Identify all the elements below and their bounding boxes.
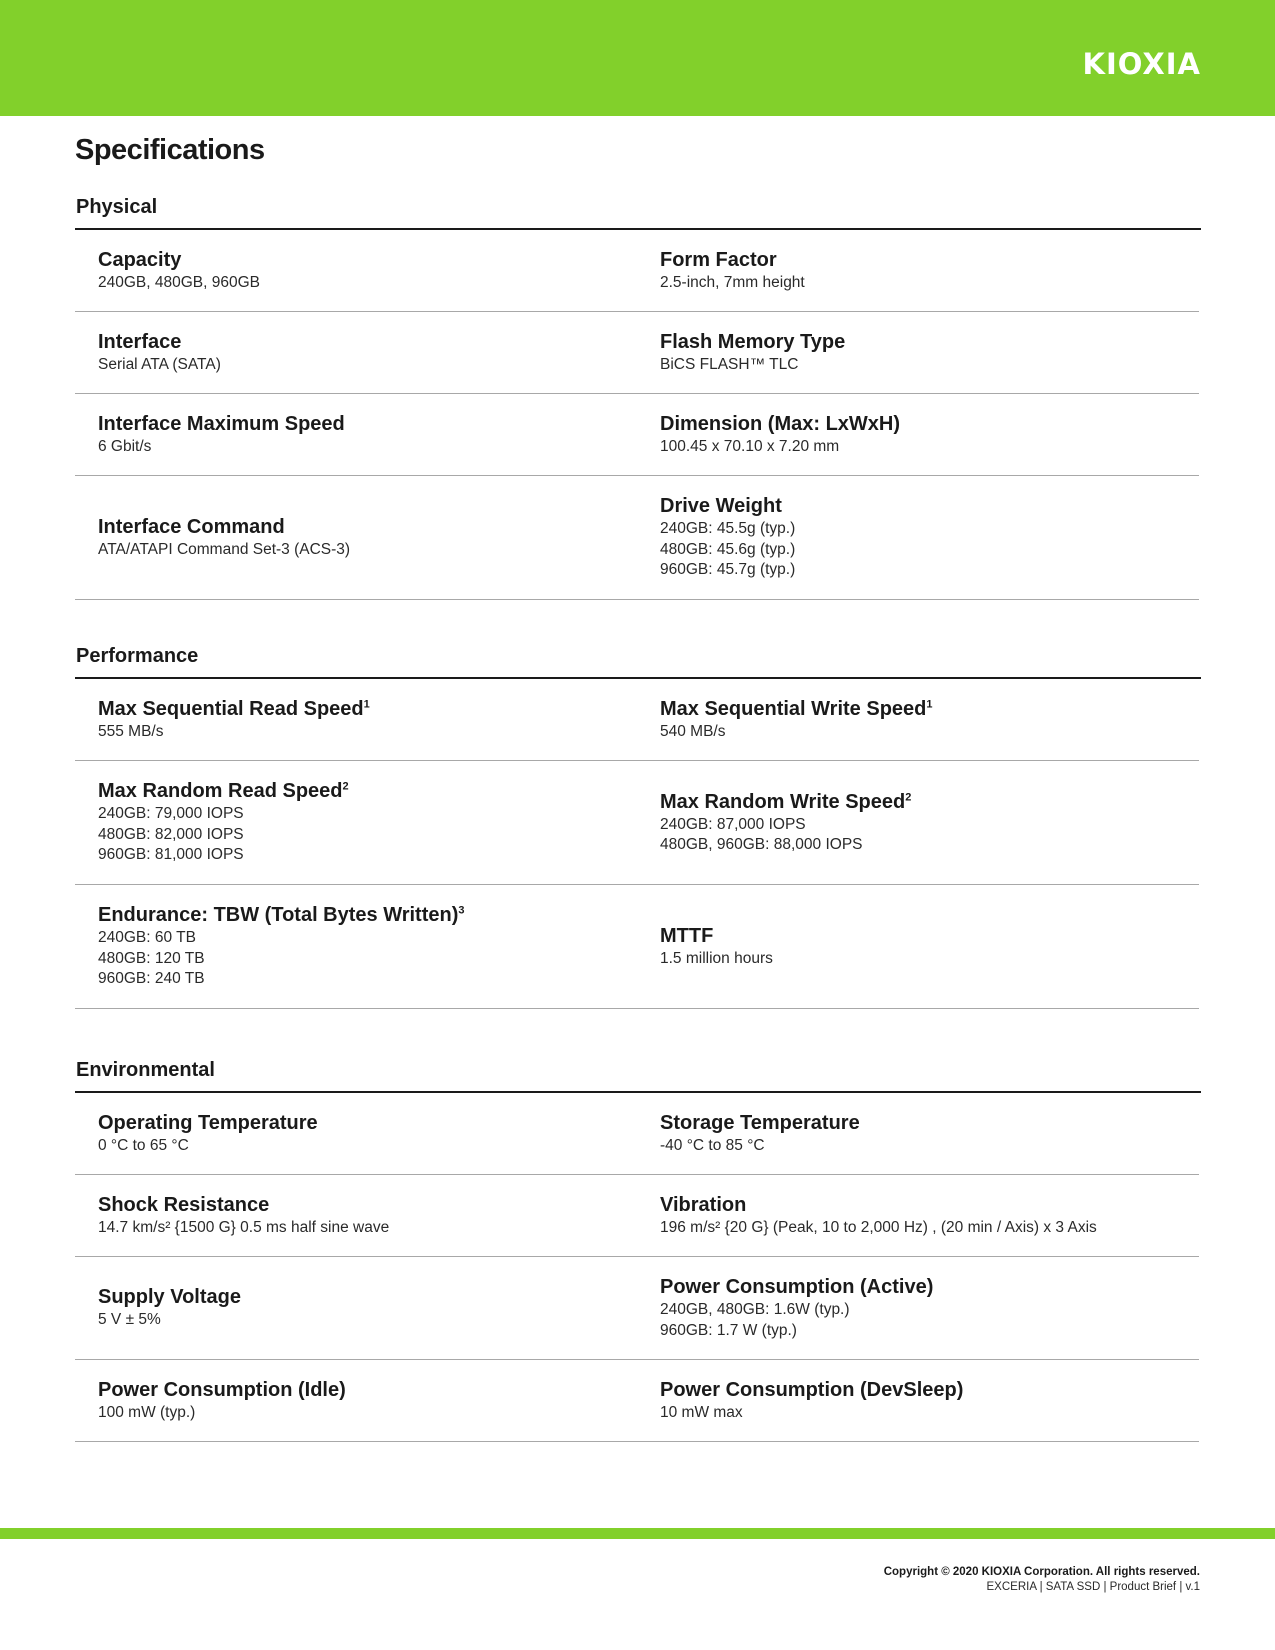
spec-interface-command [75,476,660,599]
spec-value: 240GB: 87,000 IOPS [660,815,806,833]
spec-row [75,312,1199,394]
page-title: Specifications [75,134,265,166]
footnote-ref: 1 [363,698,370,711]
spec-form-factor [660,230,1199,311]
footnote-ref: 2 [905,790,912,803]
spec-drive-weight [660,476,1199,599]
spec-value: 100 mW (typ.) [98,1403,196,1421]
spec-label: Vibration [660,1193,747,1216]
spec-row [75,394,1199,476]
spec-value: 6 Gbit/s [98,437,152,455]
spec-mttf [660,885,1199,1008]
spec-label: Dimension (Max: LxWxH) [660,412,901,435]
spec-label: Interface Maximum Speed [98,412,345,435]
spec-label: Power Consumption (Active) [660,1276,934,1298]
spec-value: 240GB, 480GB: 1.6W (typ.) [660,1301,850,1318]
spec-label: Storage Temperature [660,1111,860,1134]
spec-label: Form Factor [660,248,777,271]
section-title: Environmental [75,1060,1201,1093]
footnote-ref: 1 [926,698,933,711]
spec-storage-temperature [660,1093,1199,1174]
spec-label: Power Consumption (DevSleep) [660,1378,964,1401]
spec-row [75,1360,1199,1442]
spec-value: 480GB, 960GB: 88,000 IOPS [660,836,863,853]
section-title: Physical [75,197,1201,230]
spec-row [75,1175,1199,1257]
spec-endurance [75,885,660,1008]
spec-power-idle [75,1360,660,1441]
spec-value: 1.5 million hours [660,949,773,967]
spec-value: Serial ATA (SATA) [98,355,221,373]
spec-shock-resistance [75,1175,660,1256]
spec-label: Max Random Write Speed$^2$ [660,790,912,813]
spec-seq-read [75,679,660,760]
spec-seq-write [660,679,1199,760]
spec-value: 240GB: 79,000 IOPS [98,805,244,823]
spec-label: Interface Command [98,515,285,538]
spec-value: 960GB: 240 TB [98,970,205,988]
footnote-ref: 3 [458,904,465,917]
spec-label: Power Consumption (Idle) [98,1378,346,1401]
spec-label: Capacity [98,248,182,271]
spec-label: Max Sequential Read Speed$^1$ [98,697,370,720]
spec-value: 960GB: 1.7 W (typ.) [660,1321,797,1339]
spec-row [75,1093,1199,1175]
spec-label: MTTF [660,924,714,947]
kioxia-logo: KIOXIA [1082,47,1201,81]
spec-supply-voltage [75,1257,660,1359]
spec-value: 480GB: 45.6g (typ.) [660,540,796,558]
spec-label: Max Sequential Write Speed$^1$ [660,697,933,720]
spec-label: Max Random Read Speed$^2$ [98,780,349,803]
spec-value: 2.5-inch, 7mm height [660,273,805,291]
spec-row [75,1257,1199,1360]
spec-value: 555 MB/s [98,722,164,740]
spec-value: 100.45 x 70.10 x 7.20 mm [660,437,840,455]
spec-value: 196 m/s² {20 G} (Peak, 10 to 2,000 Hz) , (20 min / Axis) x 3 Axis [660,1218,1097,1236]
spec-value: 5 V ± 5% [98,1311,161,1329]
spec-value: 480GB: 120 TB [98,949,205,967]
spec-value: 960GB: 45.7g (typ.) [660,561,796,579]
spec-power-active [660,1257,1199,1359]
spec-flash-memory-type [660,312,1199,393]
spec-random-write [660,761,1199,884]
spec-label: Operating Temperature [98,1111,318,1134]
spec-label: Shock Resistance [98,1193,270,1216]
spec-value: 10 mW max [660,1403,743,1421]
spec-value: 0 °C to 65 °C [98,1136,189,1154]
spec-operating-temperature [75,1093,660,1174]
spec-row [75,679,1199,761]
spec-power-devsleep [660,1360,1199,1441]
spec-label: Drive Weight [660,495,782,518]
spec-label: Interface [98,330,182,353]
footnote-ref: 2 [342,780,349,793]
spec-value: 960GB: 81,000 IOPS [98,846,244,864]
section-environmental [75,1060,1201,1442]
section-title: Performance [75,646,1201,679]
spec-value: 480GB: 82,000 IOPS [98,825,244,843]
spec-label: Supply Voltage [98,1286,241,1309]
spec-label: Endurance: TBW (Total Bytes Written)$^3$ [98,904,465,927]
spec-value: ATA/ATAPI Command Set-3 (ACS-3) [98,540,351,558]
copyright-notice: Copyright © 2020 KIOXIA Corporation. All rights reserved. [883,1566,1200,1578]
spec-interface [75,312,660,393]
spec-value: 240GB: 45.5g (typ.) [660,520,796,538]
spec-random-read [75,761,660,884]
footer [884,1565,1200,1595]
spec-value: 14.7 km/s² {1500 G} 0.5 ms half sine wave [98,1218,390,1236]
spec-capacity [75,230,660,311]
spec-value: -40 °C to 85 °C [660,1136,765,1154]
spec-row [75,761,1199,885]
spec-value: BiCS FLASH™ TLC [660,355,799,373]
spec-vibration [660,1175,1199,1256]
spec-row [75,885,1199,1009]
spec-row [75,476,1199,600]
section-physical [75,197,1201,600]
spec-value: 240GB, 480GB, 960GB [98,273,260,291]
spec-label: Flash Memory Type [660,330,846,353]
spec-interface-max-speed [75,394,660,475]
spec-value: 540 MB/s [660,722,726,740]
document-reference: EXCERIA | SATA SSD | Product Brief | v.1 [986,1581,1200,1593]
footer-band [0,1528,1275,1539]
section-performance [75,646,1201,1009]
spec-row [75,230,1199,312]
spec-value: 240GB: 60 TB [98,929,196,947]
spec-dimension [660,394,1199,475]
